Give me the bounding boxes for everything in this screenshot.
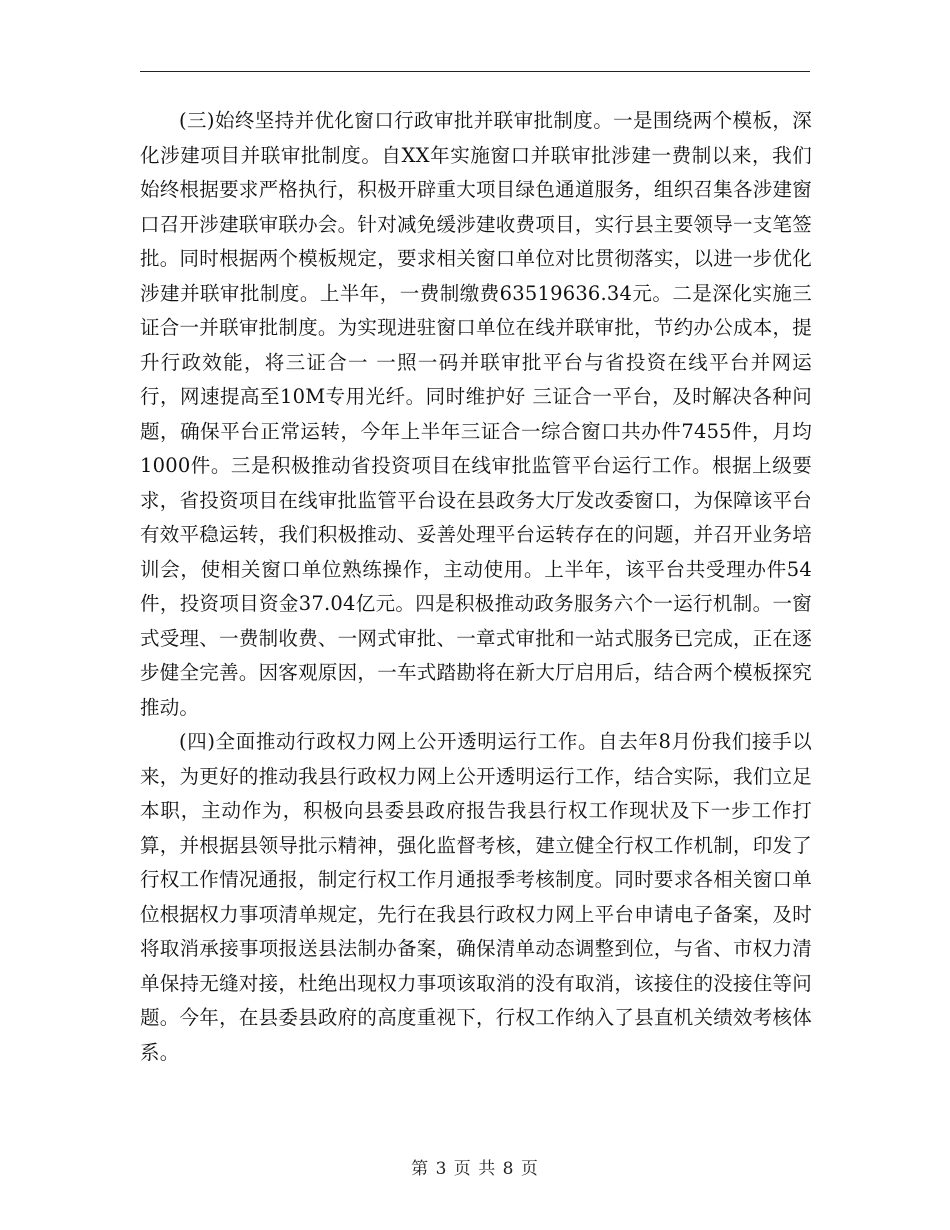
paragraph-section-4: (四)全面推动行政权力网上公开透明运行工作。自去年8月份我们接手以来，为更好的推动我县行政权力网上公开透明运行工作，结合实际，我们立足本职，主动作为，积极向县委县政府报告我县行权工作现状及下一步工作打算，并根据县领导批示精神，强化监督考核，建立健全行权工作机制，印发了行权工作情况通报，制定行权工作月通报季考核制度。同时要求各相关窗口单位根据权力事项清单规定，先行在我县行政权力网上平台申请电子备案，及时将取消承接事项报送县法制办备案，确保清单动态调整到位，与省、市权力清单保持无缝对接，杜绝出现权力事项该取消的没有取消，该接住的没接住等问题。今年，在县委县政府的高度重视下，行权工作纳入了县直机关绩效考核体系。: [140, 730, 812, 1064]
paragraph-section-3: (三)始终坚持并优化窗口行政审批并联审批制度。一是围绕两个模板，深化涉建项目并联审批制度。自XX年实施窗口并联审批涉建一费制以来，我们始终根据要求严格执行，积极开辟重大项目绿色通道服务，组织召集各涉建窗口召开涉建联审联办会。针对减免缓涉建收费项目，实行县主要领导一支笔签批。同时根据两个模板规定，要求相关窗口单位对比贯彻落实，以进一步优化涉建并联审批制度。上半年，一费制缴费63519636.34元。二是深化实施三证合一并联审批制度。为实现进驻窗口单位在线并联审批，节约办公成本，提升行政效能，将三证合一 一照一码并联审批平台与省投资在线平台并网运行，网速提高至10M专用光纤。同时维护好 三证合一平台，及时解决各种问题，确保平台正常运转，今年上半年三证合一综合窗口共办件7455件，月均1000件。三是积极推动省投资项目在线审批监管平台运行工作。根据上级要求，省投资项目在线审批监管平台设在县政务大厅发改委窗口，为保障该平台有效平稳运转，我们积极推动、妥善处理平台运转存在的问题，并召开业务培训会，使相关窗口单位熟练操作，主动使用。上半年，该平台共受理办件54件，投资项目资金37.04亿元。四是积极推动政务服务六个一运行机制。一窗式受理、一费制收费、一网式审批、一章式审批和一站式服务已完成，正在逐步健全完善。因客观原因，一车式踏勘将在新大厅启用后，结合两个模板探究推动。: [140, 109, 812, 719]
document-body: [140, 104, 812, 1070]
page-number-footer: 第 3 页 共 8 页: [411, 1159, 539, 1179]
header-rule: [140, 71, 810, 72]
